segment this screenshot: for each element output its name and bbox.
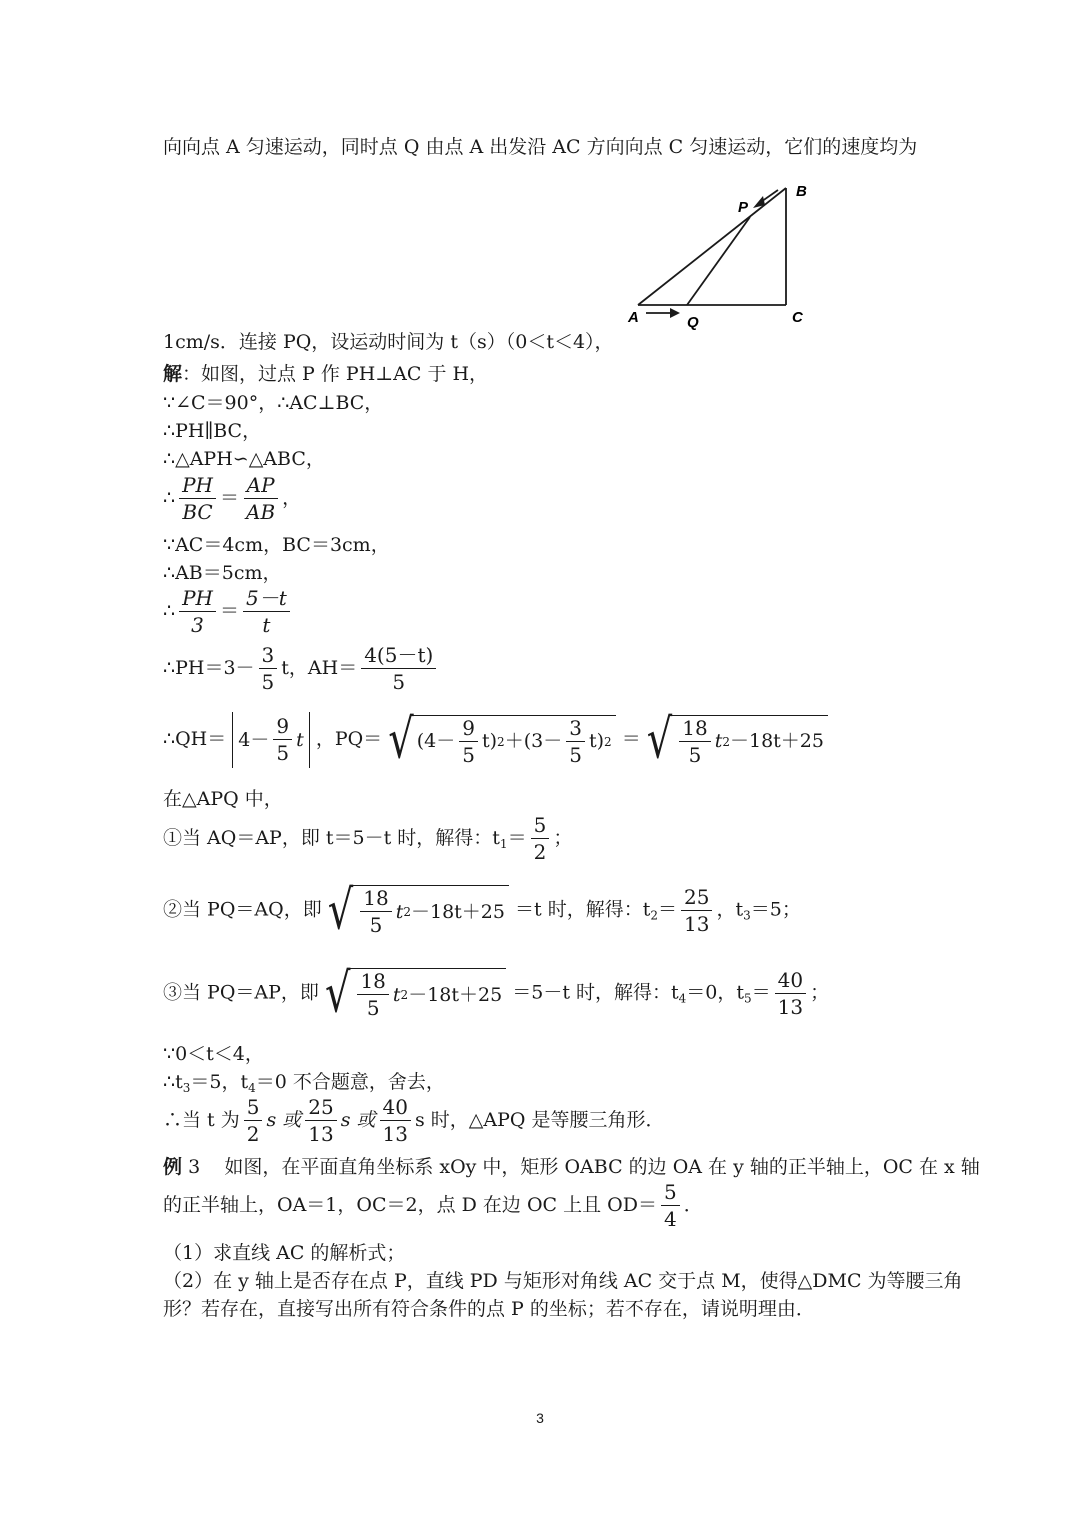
abs-value-qh: 4－ $\frac{9}{5}$ t [232,712,309,768]
case-1: ①当 AQ＝AP，即 t＝5－t 时，解得：$t_1=$ $\frac{5}{2}$ ； [163,813,573,864]
remark-1: ∵0＜t＜4， [163,1043,264,1065]
label-b: B [796,183,807,200]
solution-line-5: ∴ $\frac{PH}{BC}$ ＝ $\frac{AP}{AB}$ ， [163,473,302,524]
label-c: C [792,309,803,326]
sqrt-pq-expanded: √ (4－ $\frac{9}{5}$ t) 2 ＋(3－ $\frac{3}{5}$ t) 2 [388,715,615,766]
segment-pq [687,217,750,305]
solution-line-11: 在△APQ 中， [163,788,283,810]
solution-line-3: ∴PH∥BC， [163,420,262,442]
side-ab [638,188,786,305]
remark-2: $\therefore t_3=5$，$t_4=0$ 不合题意，舍去， [163,1071,445,1095]
intro-line-1: 向向点 A 匀速运动，同时点 Q 由点 A 出发沿 AC 方向向点 C 匀速运动，它们的速度均为 [163,136,918,158]
sqrt-pq-simplified: √ $\frac{18}{5}$ t 2 －18t＋25 [647,715,828,766]
solution-line-7: ∴AB＝5cm， [163,562,282,584]
page-number: 3 [536,1410,544,1426]
solution-line-9: ∴PH＝3－ $\frac{3}{5}$ t，AH＝ $\frac{4(5-t)}{5}$ [163,645,440,693]
label-q: Q [687,314,699,331]
intro-line-2: 1cm/s．连接 PQ，设运动时间为 t（s）（0＜t＜4）， [163,331,614,353]
example-3-line-1: 例 3 如图，在平面直角坐标系 xOy 中，矩形 OABC 的边 OA 在 y 轴的正半轴上，OC 在 x 轴 [163,1156,980,1178]
triangle-figure [620,180,820,335]
example-3-line-2: 的正半轴上，OA＝1，OC＝2，点 D 在边 OC 上且 OD＝ $\frac{5}{4}$ ． [163,1180,703,1231]
solution-line-1: 解：如图，过点 P 作 PH⊥AC 于 H， [163,363,489,385]
solution-line-8: ∴ $\frac{PH}{3}$ ＝ $\frac{5-t}{t}$ [163,588,294,636]
question-2-line-1: （2）在 y 轴上是否存在点 P，直线 PD 与矩形对角线 AC 交于点 M，使得△DMC 为等腰三角 [163,1270,963,1292]
question-2-line-2: 形？若存在，直接写出所有符合条件的点 P 的坐标；若不存在，请说明理由． [163,1298,815,1320]
label-a: A [628,309,639,326]
arrowhead-q [670,308,680,318]
case-3: ③当 PQ＝AP，即 √ $\frac{18}{5}$ t 2 －18t＋25 ＝5－t 时，解得：$t_4=0$，$t_5=$ $\frac{40}{13}$ ； [163,962,830,1025]
solution-line-10: ∴QH＝ 4－ $\frac{9}{5}$ t ，PQ＝ √ (4－ $\frac{9}{5}$ t) 2 ＋(3－ $\frac{3}{5}$ t) 2 ＝ √ $\frac{18}{5}$ t 2 －18t＋25 [163,712,828,768]
conclusion: ∴当 t 为 $\frac{5}{2}$ s 或 $\frac{25}{13}$ s 或 $\frac{40}{13}$ s 时，△APQ 是等腰三角形． [163,1095,665,1146]
solution-line-6: ∵AC＝4cm，BC＝3cm， [163,534,390,556]
solution-line-4: ∴△APH∽△ABC， [163,448,325,470]
label-p: P [738,199,749,216]
case-2: ②当 PQ＝AQ，即 √ $\frac{18}{5}$ t 2 －18t＋25 ＝t 时，解得：$t_2=$ $\frac{25}{13}$ ，$t_3=5$； [163,879,801,942]
question-1: （1）求直线 AC 的解析式； [163,1242,406,1264]
solution-line-2: ∵∠C＝90°，∴AC⊥BC， [163,392,384,414]
